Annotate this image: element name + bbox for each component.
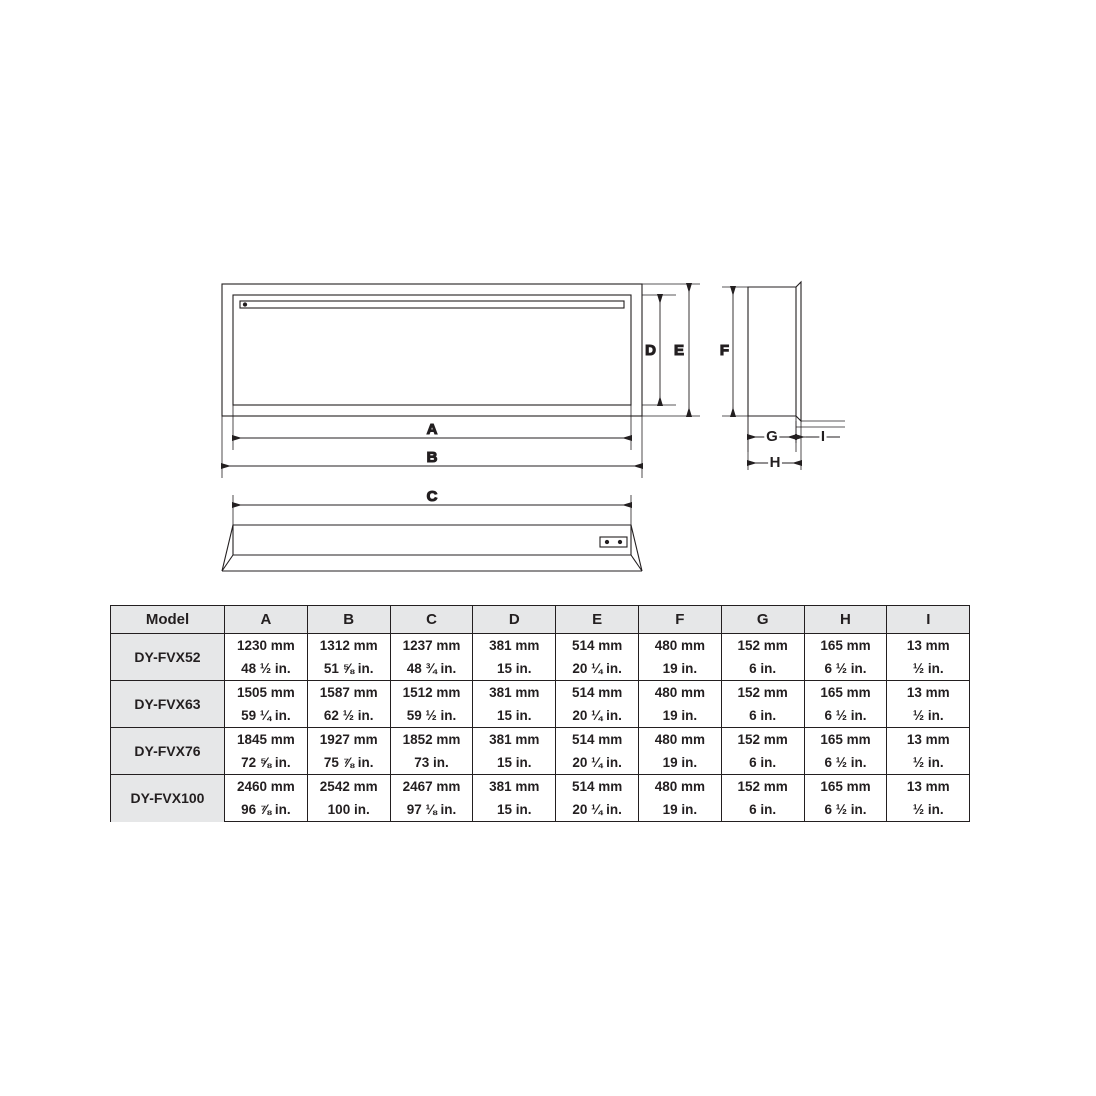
cell-mm: 1230 mm: [225, 634, 308, 658]
label-E: E: [673, 342, 684, 359]
label-C: C: [426, 488, 438, 505]
header-a: A: [225, 606, 308, 634]
cell-inch: 19 in.: [638, 798, 721, 822]
cell-inch: 48 ½ in.: [225, 657, 308, 681]
header-e: E: [556, 606, 639, 634]
cell-inch: 15 in.: [473, 751, 556, 775]
front-view-outline: [222, 284, 642, 416]
cell-mm: 1237 mm: [390, 634, 473, 658]
cell-inch: 97 ⅛ in.: [390, 798, 473, 822]
header-model: Model: [111, 606, 225, 634]
cell-mm: 1312 mm: [307, 634, 390, 658]
cell-mm: 1852 mm: [390, 728, 473, 752]
label-B: B: [426, 449, 438, 466]
cell-mm: 165 mm: [804, 681, 887, 705]
table-row: [111, 728, 970, 752]
table-row: [111, 798, 970, 822]
cell-mm: 1512 mm: [390, 681, 473, 705]
cell-inch: 19 in.: [638, 657, 721, 681]
header-h: H: [804, 606, 887, 634]
cell-mm: 165 mm: [804, 634, 887, 658]
cell-mm: 152 mm: [721, 775, 804, 799]
header-f: F: [638, 606, 721, 634]
cell-mm: 514 mm: [556, 681, 639, 705]
cell-inch: 72 ⅝ in.: [225, 751, 308, 775]
table-row: [111, 751, 970, 775]
cell-inch: 6 in.: [721, 704, 804, 728]
cell-model: DY-FVX63: [111, 681, 225, 728]
label-H: H: [769, 454, 781, 471]
table-row: [111, 657, 970, 681]
table-row: [111, 704, 970, 728]
cell-inch: 20 ¼ in.: [556, 798, 639, 822]
cell-mm: 514 mm: [556, 728, 639, 752]
cell-mm: 2542 mm: [307, 775, 390, 799]
cell-inch: 15 in.: [473, 798, 556, 822]
cell-inch: 20 ¼ in.: [556, 657, 639, 681]
cell-inch: 59 ¼ in.: [225, 704, 308, 728]
header-i: I: [887, 606, 970, 634]
cell-mm: 514 mm: [556, 775, 639, 799]
cell-mm: 381 mm: [473, 728, 556, 752]
cell-inch: 6 ½ in.: [804, 798, 887, 822]
table-row: [111, 634, 970, 658]
cell-inch: 59 ½ in.: [390, 704, 473, 728]
table-row: [111, 681, 970, 705]
cell-inch: 75 ⅞ in.: [307, 751, 390, 775]
cell-mm: 381 mm: [473, 681, 556, 705]
cell-inch: ½ in.: [887, 798, 970, 822]
cell-inch: 48 ¾ in.: [390, 657, 473, 681]
cell-mm: 152 mm: [721, 681, 804, 705]
cell-mm: 1927 mm: [307, 728, 390, 752]
cell-inch: 6 ½ in.: [804, 751, 887, 775]
cell-model: DY-FVX76: [111, 728, 225, 775]
header-g: G: [721, 606, 804, 634]
cell-inch: 19 in.: [638, 704, 721, 728]
table-row: [111, 775, 970, 799]
header-d: D: [473, 606, 556, 634]
label-D: D: [645, 342, 656, 359]
cell-inch: 15 in.: [473, 704, 556, 728]
cell-model: DY-FVX52: [111, 634, 225, 681]
cell-mm: 2467 mm: [390, 775, 473, 799]
cell-inch: 15 in.: [473, 657, 556, 681]
cell-inch: 19 in.: [638, 751, 721, 775]
header-b: B: [307, 606, 390, 634]
cell-inch: 62 ½ in.: [307, 704, 390, 728]
cell-mm: 13 mm: [887, 775, 970, 799]
cell-inch: 6 in.: [721, 751, 804, 775]
cell-model: DY-FVX100: [111, 775, 225, 822]
cell-inch: 96 ⅞ in.: [225, 798, 308, 822]
cell-mm: 165 mm: [804, 728, 887, 752]
cell-mm: 13 mm: [887, 634, 970, 658]
side-view-outline: [748, 282, 801, 421]
cell-mm: 381 mm: [473, 775, 556, 799]
cell-mm: 13 mm: [887, 728, 970, 752]
cell-mm: 1845 mm: [225, 728, 308, 752]
cell-mm: 381 mm: [473, 634, 556, 658]
cell-mm: 2460 mm: [225, 775, 308, 799]
cell-inch: 6 in.: [721, 798, 804, 822]
label-I: I: [820, 428, 826, 445]
label-A: A: [426, 421, 438, 438]
header-c: C: [390, 606, 473, 634]
top-view-outline: [222, 525, 642, 571]
cell-mm: 152 mm: [721, 728, 804, 752]
cell-inch: 20 ¼ in.: [556, 704, 639, 728]
cell-inch: ½ in.: [887, 704, 970, 728]
cell-mm: 480 mm: [638, 775, 721, 799]
cell-inch: 51 ⅝ in.: [307, 657, 390, 681]
cell-inch: 100 in.: [307, 798, 390, 822]
cell-inch: ½ in.: [887, 657, 970, 681]
cell-inch: 6 in.: [721, 657, 804, 681]
cell-inch: 6 ½ in.: [804, 657, 887, 681]
specifications-table: [110, 605, 970, 822]
cell-inch: 6 ½ in.: [804, 704, 887, 728]
cell-mm: 152 mm: [721, 634, 804, 658]
cell-mm: 480 mm: [638, 681, 721, 705]
cell-mm: 165 mm: [804, 775, 887, 799]
cell-mm: 13 mm: [887, 681, 970, 705]
table-header-row: [111, 606, 970, 634]
specifications-table-container: [110, 605, 970, 822]
label-G: G: [766, 428, 778, 445]
cell-inch: 20 ¼ in.: [556, 751, 639, 775]
cell-mm: 480 mm: [638, 634, 721, 658]
cell-mm: 1587 mm: [307, 681, 390, 705]
cell-mm: 480 mm: [638, 728, 721, 752]
cell-inch: 73 in.: [390, 751, 473, 775]
cell-inch: ½ in.: [887, 751, 970, 775]
label-F: F: [719, 342, 729, 359]
cell-mm: 514 mm: [556, 634, 639, 658]
cell-mm: 1505 mm: [225, 681, 308, 705]
